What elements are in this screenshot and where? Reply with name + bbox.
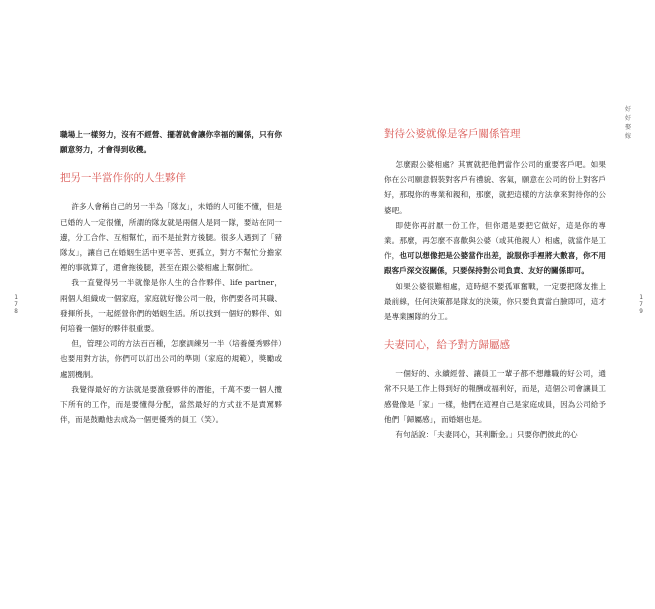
- left-paragraph-1: 許多人會稱自己的另一半為「隊友」，未婚的人可能不懂，但是已婚的人一定很懂，所謂的隊友就是兩個人是同一隊，要站在同一邊，分工合作、互相幫忙，而不是扯對方後腿。很多人遇到了「豬隊友」，讓自己在婚姻生活中更辛苦、更孤立，對方不幫忙分擔家裡的事就算了，還會拖後腿，甚至在跟公婆相處上幫倒忙。: [60, 202, 282, 273]
- left-intro-paragraph: 職場上一樣努力，沒有不經營、擺著就會讓你幸福的關係，只有你願意努力，才會得到收穫。: [60, 130, 282, 155]
- right-paragraph-2-bold: 也可以想像把是公婆當作出差，說服你手裡將大數喜，你不用跟客戶深交沒關係，只要保持對公司負責、友好的關係即可。: [384, 251, 607, 276]
- left-page-number: 1 7 8: [14, 294, 18, 315]
- right-text-column: [384, 127, 606, 442]
- right-section-heading-1: 對待公婆就像是客戶關係管理: [384, 128, 521, 140]
- right-paragraph-5: 有句話說：「夫妻同心，其利斷金。」只要你們彼此的心: [395, 430, 578, 440]
- right-paragraph-4: 一個好的、永續經營、讓員工一輩子都不想離職的好公司，通常不只是工作上得到好的報酬或福利好，而是，這個公司會讓員工感覺像是「家」一樣，他們在這裡自己是家庭成員，因為公司給予他們「歸屬感」，而婚姻也是。: [384, 369, 606, 424]
- left-paragraph-3: 但，管理公司的方法百百種，怎麼訓練另一半（培養優秀夥伴）也要用對方法，你們可以訂出公司的準則（家庭的規範），獎勵或處罰機制。: [60, 339, 282, 379]
- left-text-column: [60, 127, 282, 427]
- right-page: [328, 0, 655, 609]
- right-section-heading-2: 夫妻同心，給予對方歸屬感: [384, 339, 510, 352]
- running-title: 好 好 娶 嫁: [624, 106, 631, 140]
- left-page: [0, 0, 327, 609]
- left-paragraph-2: 我一直覺得另一半就像是你人生的合作夥伴、life partner，兩個人組織成一個家庭，家庭就好像公司一般，你們要各司其職、發揮所長，一起經營你們的婚姻生活。所以找到一個好的夥伴、如何培養一個好的夥伴很重要。: [60, 278, 282, 334]
- right-paragraph-2: [384, 218, 606, 279]
- right-paragraph-3: 如果公婆很難相處，這時絕不要孤軍奮戰，一定要把隊友推上最前線，任何決策都是隊友的決策，你只要負責當白臉即可，這才是專業團隊的分工。: [384, 281, 606, 322]
- right-paragraph-1: 怎麼跟公婆相處？其實就把他們當作公司的重要客戶吧。如果你在公司願意假裝對客戶有禮貌、客氣，願意在公司的份上對客戶好，那現你的專業和親和，那麼，就把這樣的方法拿來對待你的公婆吧。: [384, 160, 606, 215]
- right-page-number: 1 7 9: [639, 294, 643, 315]
- right-paragraph-2-plain: 即使你再討厭一份工作，但你還是要把它做好，這是你的專業。那麼，再怎麼不喜歡與公婆（或其他親人）相處，就當作是工作，: [384, 220, 606, 261]
- left-paragraph-4: 我覺得最好的方法就是要激發夥伴的潛能，千萬不要一個人攬下所有的工作，而是要懂得分配，當然最好的方式並不是責罵夥伴，而是鼓勵他去成為一個更優秀的員工（笑）。: [60, 384, 282, 425]
- left-section-heading: 把另一半當作你的人生夥伴: [60, 172, 186, 185]
